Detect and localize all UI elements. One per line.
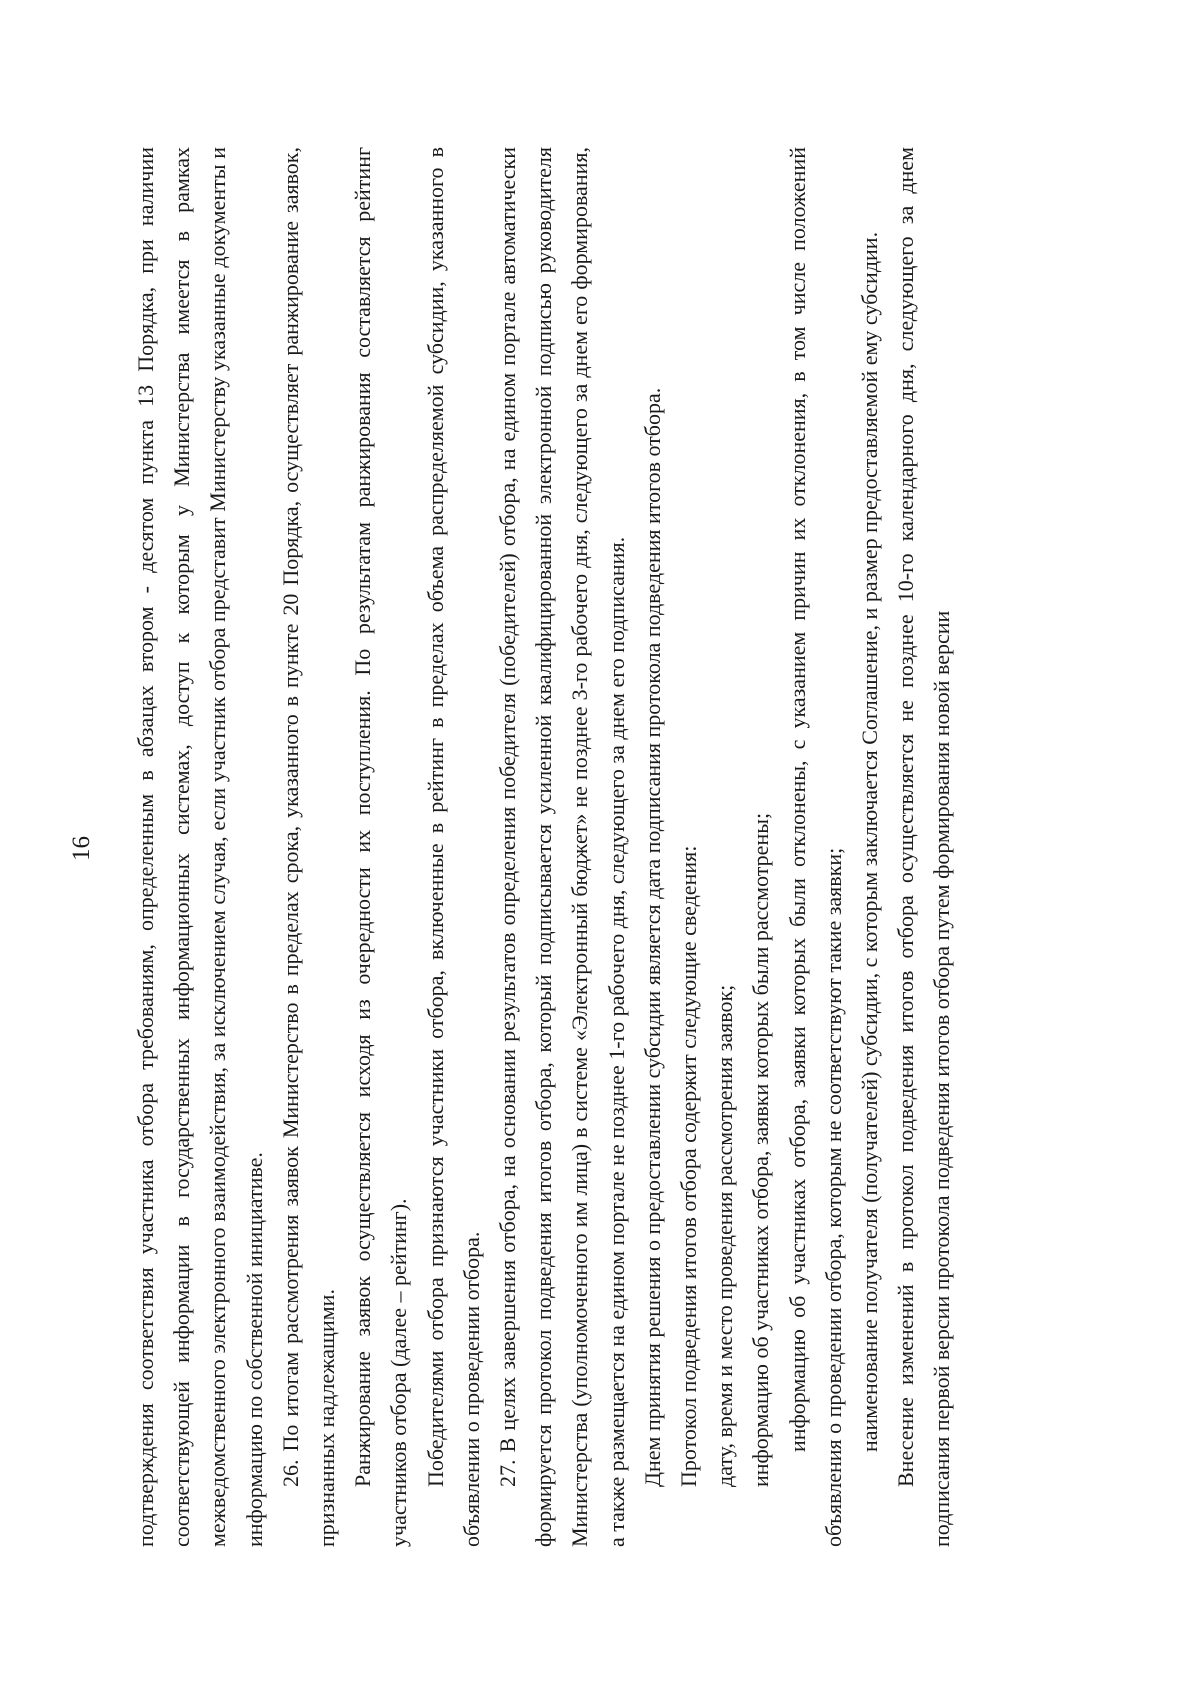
- paragraph: подтверждения соответствия участника отбора требованиям, определенным в абзацах втором - десятом пункта 13 Порядка, при наличии соответствующей информации в государственных информационных системах, доступ к которым у Министерства имеется в рамках межведомственного электронного взаимодействия, за исключением случая, если участник отбора представит Министерству указанные документы и информацию по собственной инициативе.: [133, 147, 267, 1547]
- body-text: [128, 147, 961, 1547]
- paragraph: Внесение изменений в протокол подведения итогов отбора осуществляется не позднее 10-го календарного дня, следующего за днем подписания первой версии протокола подведения итогов отбора путем формирования новой версии: [893, 147, 955, 1547]
- list-item: информацию об участниках отбора, заявки которых были отклонены, с указанием причин их отклонения, в том числе положений объявления о проведении отбора, которым не соответствуют такие заявки;: [784, 147, 846, 1547]
- paragraph: Днем принятия решения о предоставлении субсидии является дата подписания протокола подведения итогов отбора.: [639, 387, 665, 1487]
- paragraph: Протокол подведения итогов отбора содержит следующие сведения:: [676, 845, 702, 1487]
- paragraph: 26. По итогам рассмотрения заявок Министерство в пределах срока, указанного в пункте 20 Порядка, осуществляет ранжирование заявок, признанных надлежащими.: [277, 147, 340, 1547]
- page-number: 16: [68, 836, 95, 861]
- list-item: дату, время и место проведения рассмотрения заявок;: [712, 984, 738, 1487]
- list-item: информацию об участниках отбора, заявки которых были рассмотрены;: [748, 812, 774, 1487]
- paragraph: 27. В целях завершения отбора, на основании результатов определения победителя (победителей) отбора, на едином портале автоматически формируется протокол подведения итогов отбора, который подписывается усиленной квалифицированной электронной подписью руководителя Министерства (уполномоченного им лица) в системе «Электронный бюджет» не позднее 3-го рабочего дня, следующего за днем его формирования, а также размещается на едином портале не позднее 1-го рабочего дня, следующего за днем его подписания.: [495, 147, 629, 1547]
- paragraph: Ранжирование заявок осуществляется исходя из очередности их поступления. По результатам ранжирования составляется рейтинг участников отбора (далее – рейтинг).: [350, 147, 412, 1547]
- paragraph: Победителями отбора признаются участники отбора, включенные в рейтинг в пределах объема распределяемой субсидии, указанного в объявлении о проведении отбора.: [422, 147, 484, 1547]
- list-item: наименование получателя (получателей) субсидии, с которым заключается Соглашение, и размер предоставляемой ему субсидии.: [857, 231, 883, 1452]
